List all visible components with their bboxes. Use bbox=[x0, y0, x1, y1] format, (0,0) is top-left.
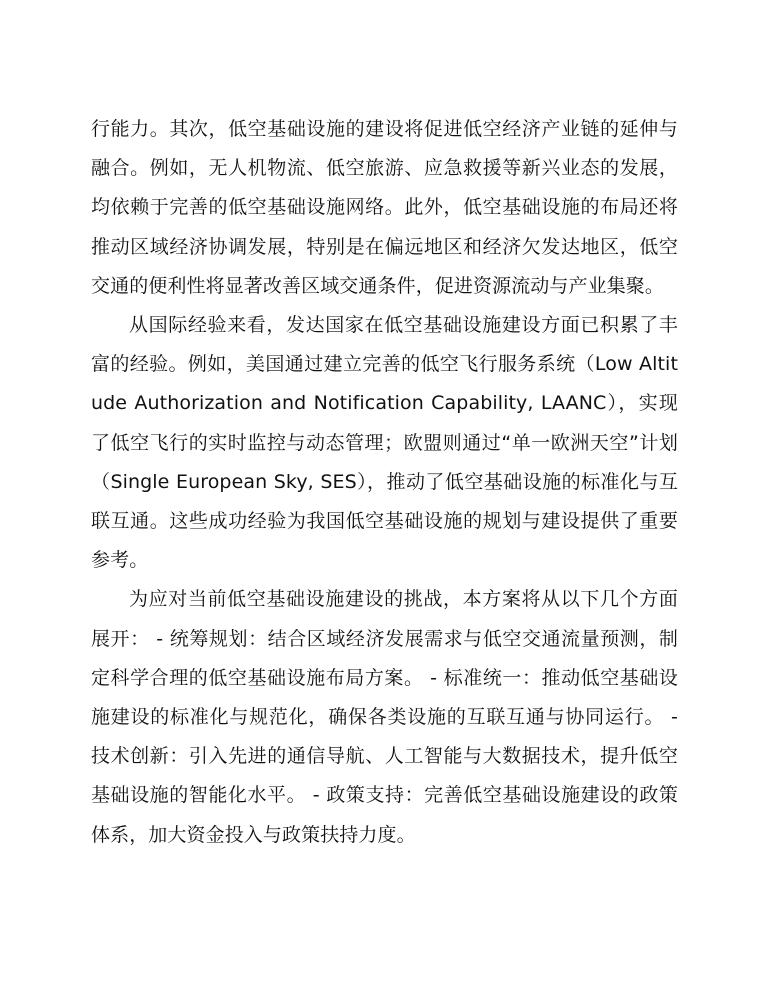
paragraph-implementation-plan: 为应对当前低空基础设施建设的挑战，本方案将从以下几个方面展开： - 统筹规划：结合区域经济发展需求与低空交通流量预测，制定科学合理的低空基础设施布局方案。 - 标准统一：推动低空基础设施建设的标准化与规范化，确保各类设施的互联互通与协同运行。 - 技术创新：引入先进的通信导航、人工智能与大数据技术，提升低空基础设施的智能化水平。 - 政策支持：完善低空基础设施建设的政策体系，加大资金投入与政策扶持力度。 bbox=[91, 588, 678, 846]
paragraph-international-experience: 从国际经验来看，发达国家在低空基础设施建设方面已积累了丰富的经验。例如，美国通过建立完善的低空飞行服务系统（Low Altitude Authorization and Notification Capability, LAANC），实现了低空飞行的实时监控与动态管理；欧盟则通过“单一欧洲天空”计划（Single European Sky, SES），推动了低空基础设施的标准化与互联互通。这些成功经验为我国低空基础设施的规划与建设提供了重要参考。 bbox=[91, 314, 678, 572]
paragraph-continuation: 行能力。其次，低空基础设施的建设将促进低空经济产业链的延伸与融合。例如，无人机物流、低空旅游、应急救援等新兴业态的发展，均依赖于完善的低空基础设施网络。此外，低空基础设施的布局还将推动区域经济协调发展，特别是在偏远地区和经济欠发达地区，低空交通的便利性将显著改善区域交通条件，促进资源流动与产业集聚。 bbox=[91, 118, 678, 297]
body-text bbox=[91, 110, 678, 855]
